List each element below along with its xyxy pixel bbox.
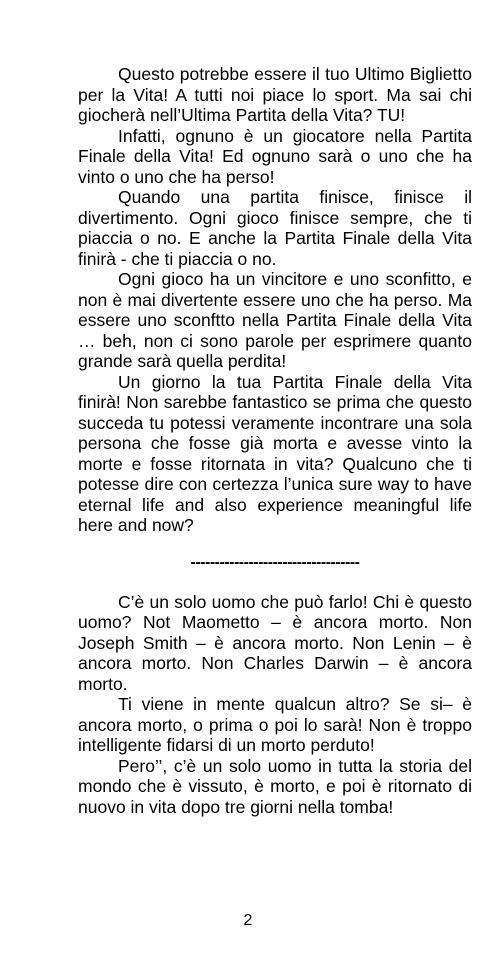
section-divider: ----------------------------------- [190, 553, 360, 571]
paragraph: Un giorno la tua Partita Finale della Vita finirà! Non sarebbe fantastico se prima che questo succeda tu potessi veramente incontrare una sola persona che fosse già morta e avesse vinto la morte e fosse ritornata in vita? Qualcuno che ti potesse dire con certezza l’unica sure way to have eternal life and also experience meaningful life here and now? [78, 371, 472, 535]
paragraph: Quando una partita finisce, finisce il divertimento. Ogni gioco finisce sempre, che ti piaccia o no. E anche la Partita Finale della Vita finirà - che ti piaccia o no. [78, 187, 472, 269]
paragraph: Ogni gioco ha un vincitore e uno sconfitto, e non è mai divertente essere uno che ha perso. Ma essere uno sconftto nella Partita Finale della Vita … beh, non ci sono parole per esprimere quanto grande sarà quella perdita! [78, 269, 472, 371]
paragraph: Infatti, ognuno è un giocatore nella Partita Finale della Vita! Ed ognuno sarà o uno che ha vinto o uno che ha perso! [78, 125, 472, 187]
paragraph: Ti viene in mente qualcun altro? Se si– è ancora morto, o prima o poi lo sarà! Non è troppo intelligente fidarsi di un morto perduto! [78, 694, 472, 755]
paragraph: Pero’’, c’è un solo uomo in tutta la storia del mondo che è vissuto, è morto, e poi è ritornato di nuovo in vita dopo tre giorni nella tomba! [78, 755, 472, 817]
paragraph: Questo potrebbe essere il tuo Ultimo Biglietto per la Vita! A tutti noi piace lo sport. Ma sai chi giocherà nell’Ultima Partita della Vita? TU! [78, 64, 472, 125]
paragraph: C’è un solo uomo che può farlo! Chi è questo uomo? Not Maometto – è ancora morto. Non Joseph Smith – è ancora morto. Non Lenin – è ancora morto. Non Charles Darwin – è ancora morto. [78, 591, 472, 694]
page-number: 2 [243, 912, 253, 929]
page-body [78, 64, 472, 817]
